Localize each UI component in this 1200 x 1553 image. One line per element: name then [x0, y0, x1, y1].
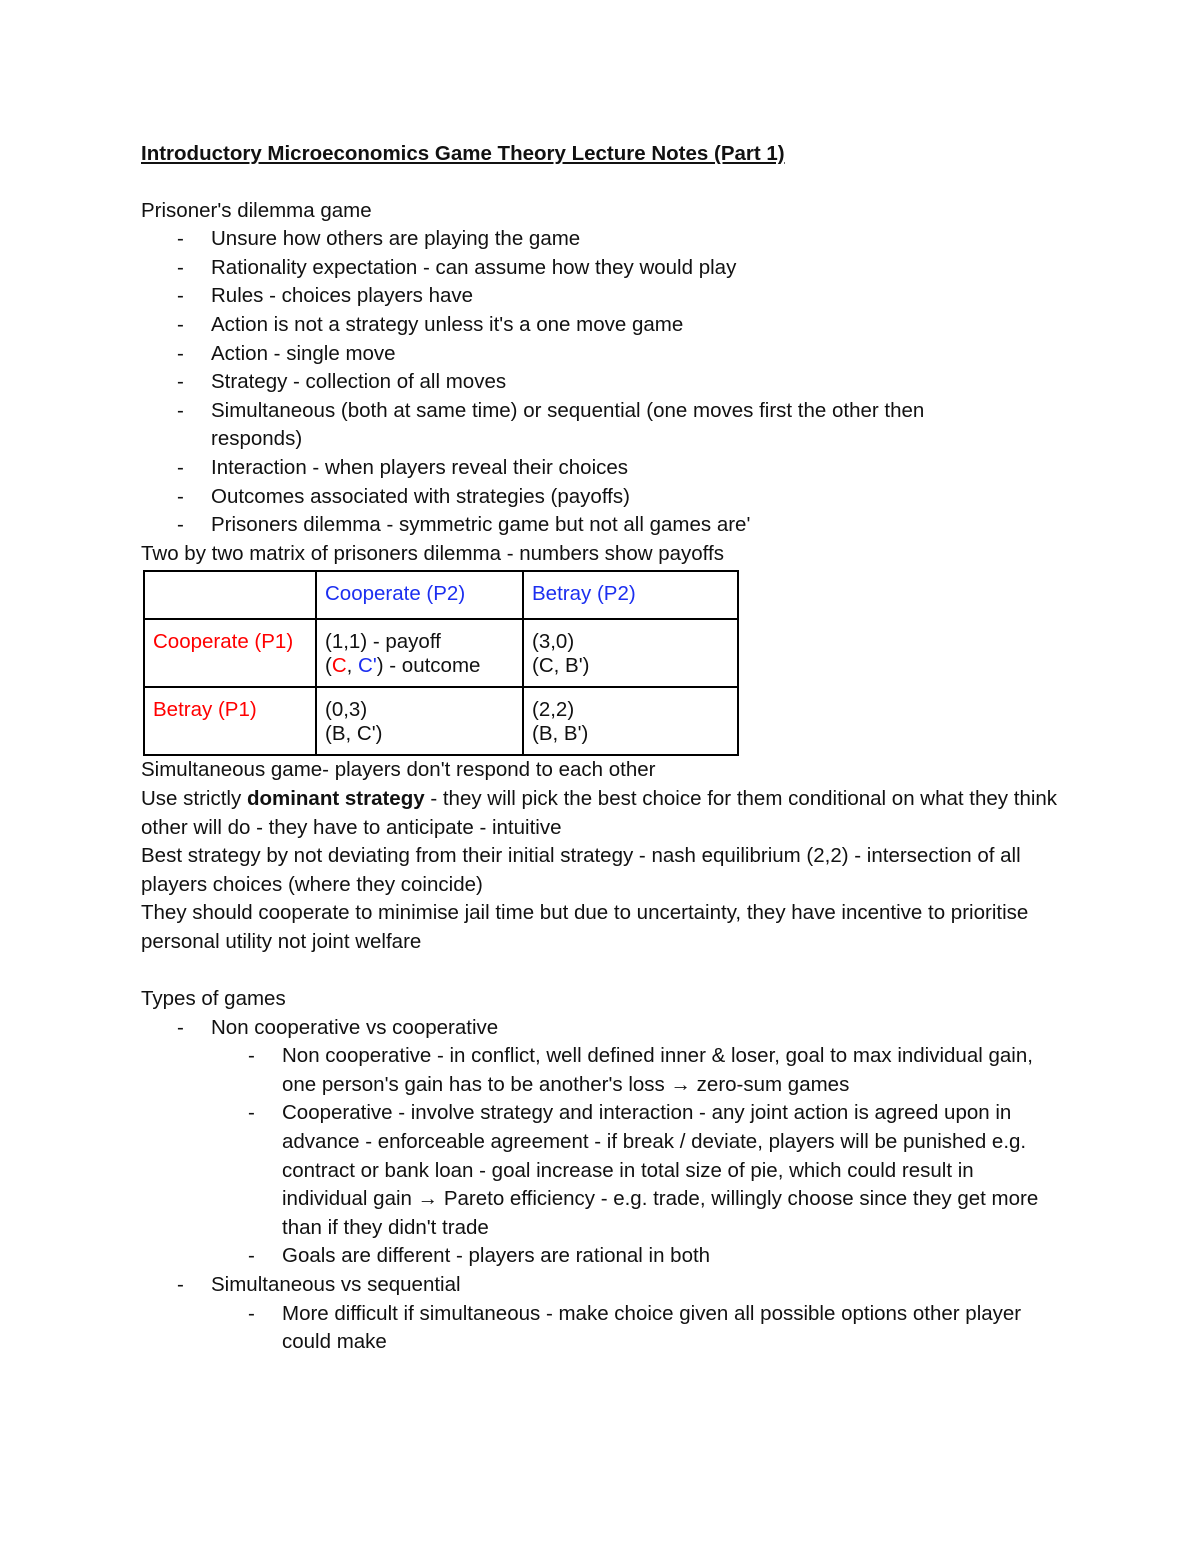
list-item: - Outcomes associated with strategies (payoffs) — [211, 483, 1061, 512]
matrix-cell-cb — [523, 619, 738, 687]
cell-outcome: (C, B') — [532, 654, 590, 678]
list-item: - Rules - choices players have — [211, 282, 1061, 311]
outcome-p2-choice: C' — [358, 654, 377, 678]
outcome-close: ) - outcome — [376, 654, 481, 678]
matrix-cell-bc — [316, 687, 523, 755]
page-title: Introductory Microeconomics Game Theory Lecture Notes (Part 1) — [141, 142, 785, 165]
section-heading-prisoners-dilemma: Prisoner's dilemma game — [141, 198, 372, 222]
outcome-p1-choice: C — [331, 654, 347, 678]
cell-payoff: (3,0) — [532, 630, 575, 654]
payoff-matrix-table — [143, 570, 739, 756]
list-item: - Interaction - when players reveal their choices — [211, 454, 1061, 483]
sub-list-item: - Non cooperative - in conflict, well defined inner & loser, goal to max individual gain, one person's gain has to be another's loss → zero-sum games — [282, 1042, 1061, 1099]
list-item — [211, 1271, 1061, 1357]
blank-line — [141, 956, 1061, 985]
document-content — [141, 140, 1061, 1357]
list-item: - Prisoners dilemma - symmetric game but not all games are' — [211, 511, 1061, 540]
cell-outcome: (B, B') — [532, 722, 589, 746]
dominant-pre: Use strictly — [141, 786, 247, 810]
dominant-strategy-note — [141, 785, 1061, 842]
list-item-label: Non cooperative vs cooperative — [211, 1015, 499, 1039]
list-item: - Unsure how others are playing the game — [211, 225, 1061, 254]
outcome-separator: , — [346, 654, 359, 678]
simultaneous-note: Simultaneous game- players don't respond to each other — [141, 758, 656, 782]
cell-payoff: (0,3) — [325, 698, 368, 722]
matrix-intro: Two by two matrix of prisoners dilemma - numbers show payoffs — [141, 541, 724, 565]
sub-list — [211, 1042, 1061, 1271]
matrix-row-cooperate — [144, 619, 738, 687]
list-item — [211, 1014, 1061, 1271]
cell-payoff: (2,2) — [532, 698, 575, 722]
list-item: - Rationality expectation - can assume how they would play — [211, 254, 1061, 283]
list-item: - Simultaneous (both at same time) or sequential (one moves first the other then responds) — [211, 397, 1061, 454]
matrix-header-row — [144, 571, 738, 619]
list-item: - Action - single move — [211, 340, 1061, 369]
cell-payoff: (1,1) - payoff — [325, 630, 441, 654]
list-item-label: Simultaneous vs sequential — [211, 1273, 461, 1296]
cell-outcome — [325, 654, 514, 678]
matrix-col-header-cooperate: Cooperate (P2) — [316, 571, 523, 619]
matrix-row-header-betray: Betray (P1) — [144, 687, 316, 755]
list-item: - Strategy - collection of all moves — [211, 368, 1061, 397]
outcome-open: ( — [325, 654, 332, 678]
sub-list — [211, 1300, 1061, 1357]
dominant-strategy-term: dominant strategy — [246, 786, 425, 810]
sub-list-item: - Goals are different - players are rational in both — [282, 1242, 1061, 1271]
section-heading-types-of-games: Types of games — [141, 987, 286, 1011]
matrix-cell-cc — [316, 619, 523, 687]
matrix-col-header-betray: Betray (P2) — [523, 571, 738, 619]
sub-list-item: - Cooperative - involve strategy and interaction - any joint action is agreed upon in advance - enforceable agreement - if break / deviate, players will be punished e.g. contract or bank loan - goal increase in total size of pie, which could result in individual gain → Pareto efficiency - e.g. trade, willingly choose since they get more than if they didn't trade — [282, 1099, 1061, 1242]
matrix-row-betray — [144, 687, 738, 755]
best-strategy-note: Best strategy by not deviating from their initial strategy - nash equilibrium (2,2) - intersection of all players choices (where they coincide) — [141, 844, 1021, 896]
types-of-games-list — [141, 1014, 1061, 1357]
matrix-cell-bb — [523, 687, 738, 755]
prisoners-dilemma-list — [141, 225, 1061, 540]
matrix-corner-cell — [144, 571, 316, 619]
list-item: - Action is not a strategy unless it's a one move game — [211, 311, 1061, 340]
dominant-post: - they will pick the best choice for them conditional on what they think other will do - they have to anticipate - intuitive — [141, 786, 1058, 839]
cell-outcome: (B, C') — [325, 722, 383, 746]
matrix-row-header-cooperate: Cooperate (P1) — [144, 619, 316, 687]
sub-list-item: - More difficult if simultaneous - make choice given all possible options other player could make — [282, 1300, 1061, 1357]
cooperate-note: They should cooperate to minimise jail time but due to uncertainty, they have incentive to prioritise personal utility not joint welfare — [141, 901, 1029, 953]
